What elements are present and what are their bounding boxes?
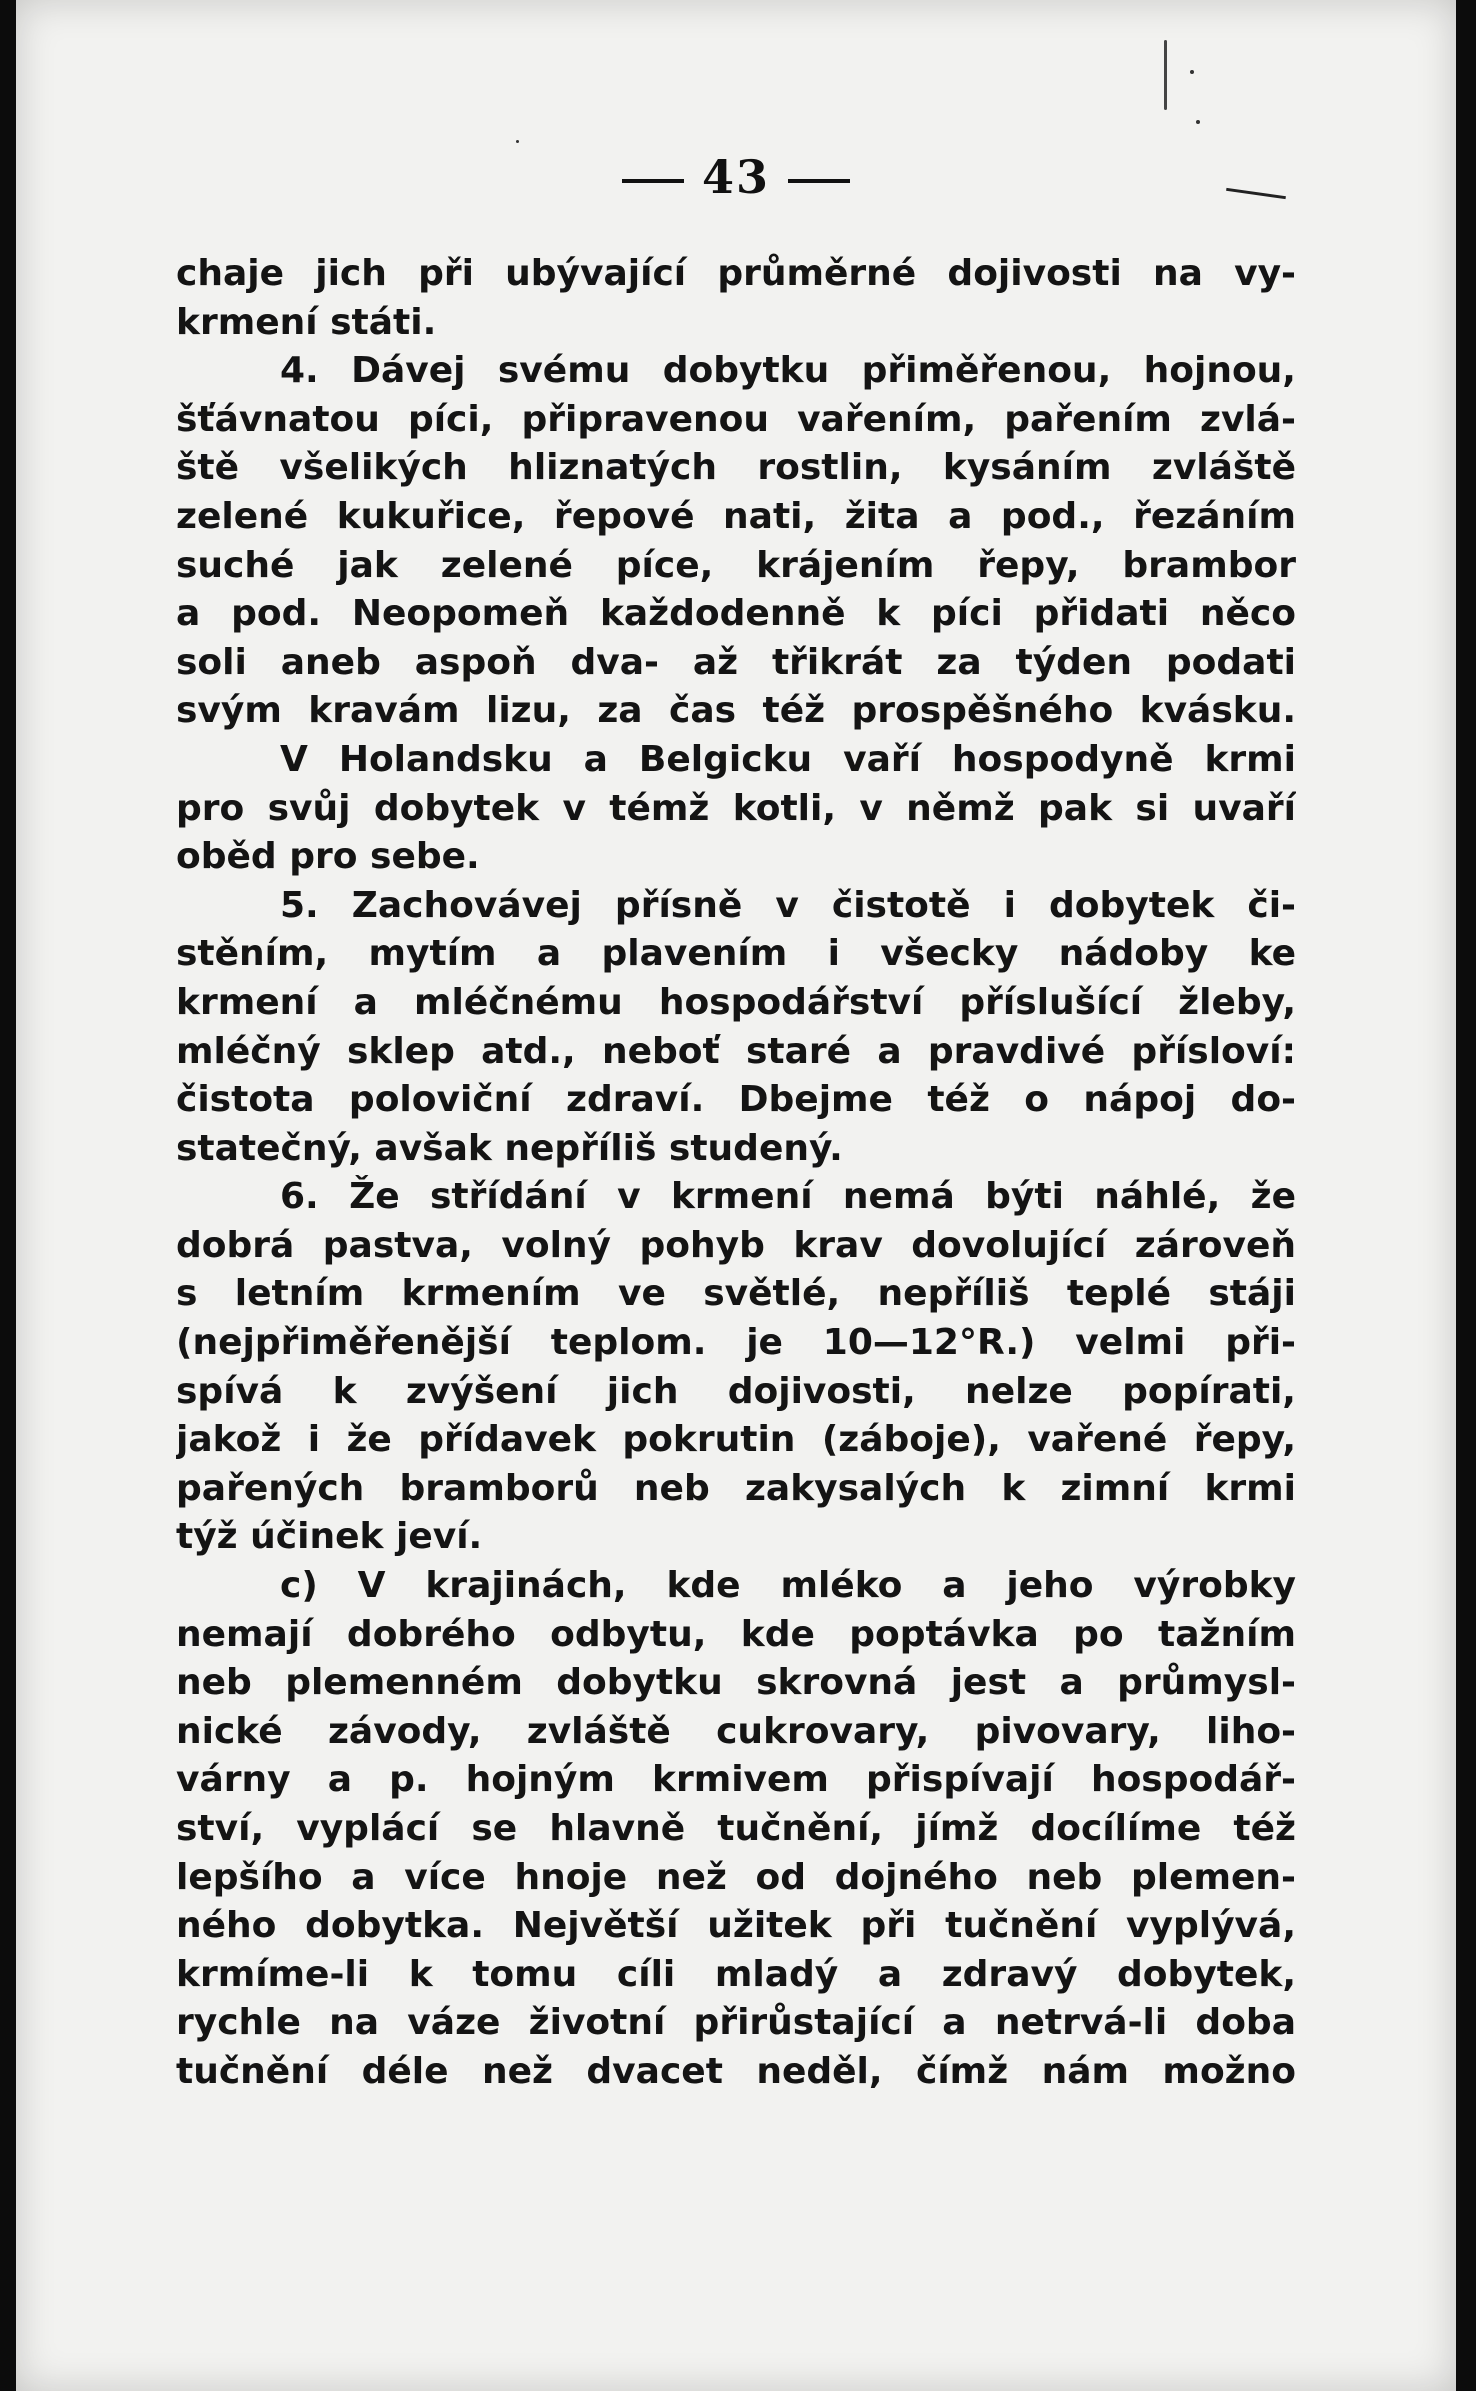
scan-border [1456,0,1476,2391]
text-line: soli aneb aspoň dva- až třikrát za týden podati [176,641,1296,683]
text-line: dobrá pastva, volný pohyb krav dovolující zároveň [176,1224,1296,1266]
text-line: suché jak zelené píce, krájením řepy, brambor [176,544,1296,586]
text-line: jakož i že přídavek pokrutin (záboje), vařené řepy, [176,1419,1296,1461]
text-line: týž účinek jeví. [176,1516,483,1558]
paragraph-first-line: c) V krajinách, kde mléko a jeho výrobky [280,1565,1296,1607]
text-line: svým kravám lizu, za čas též prospěšného kvásku. [176,690,1296,732]
text-line: krmíme-li k tomu cíli mladý a zdravý dobytek, [176,1953,1296,1995]
text-line: nické závody, zvláště cukrovary, pivovary, liho- [176,1710,1296,1752]
text-line: šťávnatou píci, připravenou vařením, pařením zvlá- [176,398,1296,440]
text-line: várny a p. hojným krmivem přispívají hospodář- [176,1759,1296,1801]
paragraph-first-line: V Holandsku a Belgicku vaří hospodyně krmi [280,738,1296,780]
text-line: rychle na váze životní přirůstající a netrvá-li doba [176,2002,1296,2044]
text-line: pro svůj dobytek v témž kotli, v němž pak si uvaří [176,787,1296,829]
text-line: s letním krmením ve světlé, nepříliš teplé stáji [176,1273,1296,1315]
scan-speck [1190,70,1194,74]
scan-speck [516,140,519,143]
text-line: a pod. Neopomeň každodenně k píci přidati něco [176,593,1296,635]
text-line: zelené kukuřice, řepové nati, žita a pod., řezáním [176,495,1296,537]
text-line: mléčný sklep atd., neboť staré a pravdivé přísloví: [176,1030,1296,1072]
text-line: krmení státi. [176,301,437,343]
scan-speck [1196,120,1200,124]
header-dash-left [622,179,684,183]
page-header [16,150,1456,204]
text-line: statečný, avšak nepříliš studený. [176,1127,843,1169]
text-line: ště všelikých hliznatých rostlin, kysáním zvláště [176,447,1296,489]
paragraph-first-line: 6. Že střídání v krmení nemá býti náhlé, že [280,1176,1296,1218]
text-line: ství, vyplácí se hlavně tučnění, jímž docílíme též [176,1808,1296,1849]
scan-mark [1164,40,1167,110]
text-line: lepšího a více hnoje než od dojného neb plemen- [176,1856,1296,1898]
text-line: stěním, mytím a plavením i všecky nádoby ke [176,933,1296,975]
text-line: nemají dobrého odbytu, kde poptávka po tažním [176,1613,1296,1655]
book-page [16,0,1456,2391]
text-line: chaje jich při ubývající průměrné dojivosti na vy- [176,253,1296,294]
text-line: oběd pro sebe. [176,836,480,878]
text-line: spívá k zvýšení jich dojivosti, nelze popírati, [176,1370,1296,1412]
text-line: čistota poloviční zdraví. Dbejme též o nápoj do- [176,1079,1296,1121]
header-dash-right [788,179,850,183]
text-line: tučnění déle než dvacet neděl, čímž nám možno [176,2050,1296,2092]
text-line: neb plemenném dobytku skrovná jest a průmysl- [176,1662,1296,1704]
paragraph-first-line: 4. Dávej svému dobytku přiměřenou, hojnou, [280,350,1296,392]
paragraph-first-line: 5. Zachovávej přísně v čistotě i dobytek či- [280,884,1296,926]
text-line: krmení a mléčnému hospodářství příslušící žleby, [176,981,1296,1023]
page-number: 43 [701,150,770,204]
text-line: (nejpřiměřenější teplom. je 10—12°R.) velmi při- [176,1322,1296,1364]
text-line: pařených bramborů neb zakysalých k zimní krmi [176,1467,1296,1509]
text-line: ného dobytka. Největší užitek při tučnění vyplývá, [176,1905,1296,1947]
body-text [176,250,1296,2097]
